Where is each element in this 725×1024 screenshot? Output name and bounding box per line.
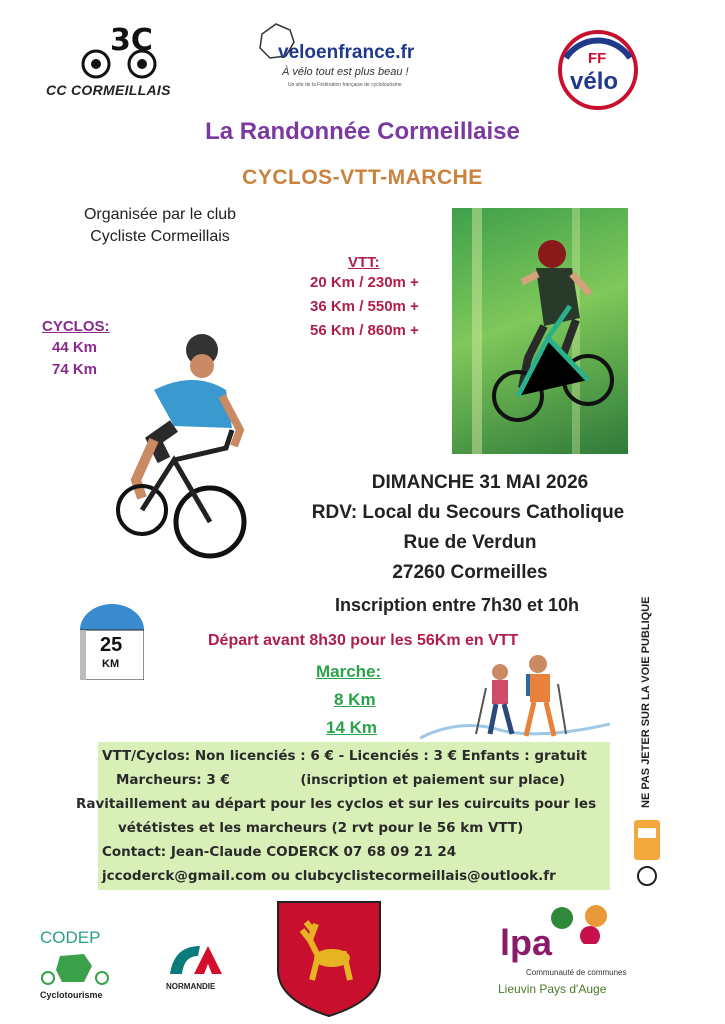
veloenfrance-small: Un site de la Fédération française de cyclotourisme xyxy=(288,82,402,88)
road-sign-number: 25 xyxy=(100,634,123,656)
organizer-line-1: Organisée par le club xyxy=(83,206,237,223)
info-box-line: Contact: Jean-Claude CODERCK 07 68 09 21 24 xyxy=(102,844,457,860)
vtt-route: 20 Km / 230m + xyxy=(310,274,419,291)
vtt-route: 56 Km / 860m + xyxy=(310,322,419,339)
event-date: DIMANCHE 31 MAI 2026 xyxy=(371,472,589,493)
info-box-line: Marcheurs: 3 € (inscription et paiement sur place) xyxy=(116,772,566,788)
event-depart: Départ avant 8h30 pour les 56Km en VTT xyxy=(208,632,519,649)
codep-title: CODEP xyxy=(40,928,101,947)
page-title: La Randonnée Cormeillaise xyxy=(205,118,520,145)
cyclists-map-icon xyxy=(40,952,110,986)
vtt-heading: VTT: xyxy=(348,254,380,271)
hikers-image xyxy=(420,648,610,744)
road-sign xyxy=(80,604,144,680)
info-box-line: VTT/Cyclos: Non licenciés : 6 € - Licenciés : 3 € Enfants : gratuit xyxy=(102,748,587,764)
event-street: Rue de Verdun xyxy=(403,532,537,553)
organizer-line-2: Cycliste Cormeillais xyxy=(90,228,230,245)
marche-route: 14 Km xyxy=(326,718,378,737)
coat-of-arms xyxy=(276,900,382,1018)
codep-sub: Cyclotourisme xyxy=(40,990,103,1000)
vtt-route: 36 Km / 550m + xyxy=(310,298,419,315)
deer-coat-of-arms-icon xyxy=(276,900,382,1018)
ffvelo-logo xyxy=(556,28,640,112)
road-cyclist-icon xyxy=(114,330,258,570)
side-notice: NE PAS JETER SUR LA VOIE PUBLIQUE xyxy=(640,596,652,808)
svg-text:3C: 3C xyxy=(110,24,153,58)
cc-logo-label: CC CORMEILLAIS xyxy=(46,82,171,98)
vtt-routes xyxy=(310,254,450,343)
lpa-logo xyxy=(496,904,646,1004)
lpa-name: Lieuvin Pays d'Auge xyxy=(498,982,607,996)
page-subtitle: CYCLOS-VTT-MARCHE xyxy=(242,166,483,189)
credit-agricole-logo xyxy=(164,940,234,996)
event-inscription: Inscription entre 7h30 et 10h xyxy=(334,595,580,615)
vtt-rider-image xyxy=(452,208,628,454)
marche-heading: Marche: xyxy=(316,662,382,681)
road-sign-unit: KM xyxy=(102,658,120,670)
cc-cormeillais-logo xyxy=(42,24,192,104)
credit-agricole-icon xyxy=(164,940,228,980)
hikers-icon xyxy=(420,648,610,744)
bicycle-logo-icon xyxy=(76,24,166,80)
codep-logo xyxy=(40,926,120,1006)
credit-agricole-label: NORMANDIE xyxy=(166,982,216,991)
info-box xyxy=(76,742,610,890)
veloenfrance-title: veloenfrance.fr xyxy=(278,42,415,63)
lpa-sub: Communauté de communes xyxy=(526,968,627,977)
ffvelo-top: FF xyxy=(588,50,607,67)
info-box-line: jccoderck@gmail.com ou clubcyclistecormeillais@outlook.fr xyxy=(102,868,556,884)
organizer-text xyxy=(40,206,280,246)
cyclos-route: 44 Km xyxy=(52,339,98,356)
marche-routes xyxy=(316,662,416,738)
info-box-line: vététistes et les marcheurs (2 rvt pour le 56 km VTT) xyxy=(118,820,524,836)
marche-route: 8 Km xyxy=(334,690,376,709)
event-rdv: RDV: Local du Secours Catholique xyxy=(311,502,625,523)
cyclos-heading: CYCLOS: xyxy=(42,318,110,335)
cyclos-route: 74 Km xyxy=(52,361,98,378)
lpa-wordmark: lpa xyxy=(500,922,553,963)
event-city: 27260 Cormeilles xyxy=(392,562,548,583)
veloenfrance-logo xyxy=(256,22,446,94)
ffvelo-bottom: vélo xyxy=(570,68,619,95)
mountain-biker-icon xyxy=(452,208,628,454)
recycle-bin-icon xyxy=(632,818,662,888)
veloenfrance-tagline: À vélo tout est plus beau ! xyxy=(282,66,409,78)
road-cyclist-image xyxy=(114,330,258,570)
info-box-line: Ravitaillement au départ pour les cyclos et sur les cuircuits pour les xyxy=(76,796,597,812)
lpa-leaves-icon xyxy=(546,904,616,944)
